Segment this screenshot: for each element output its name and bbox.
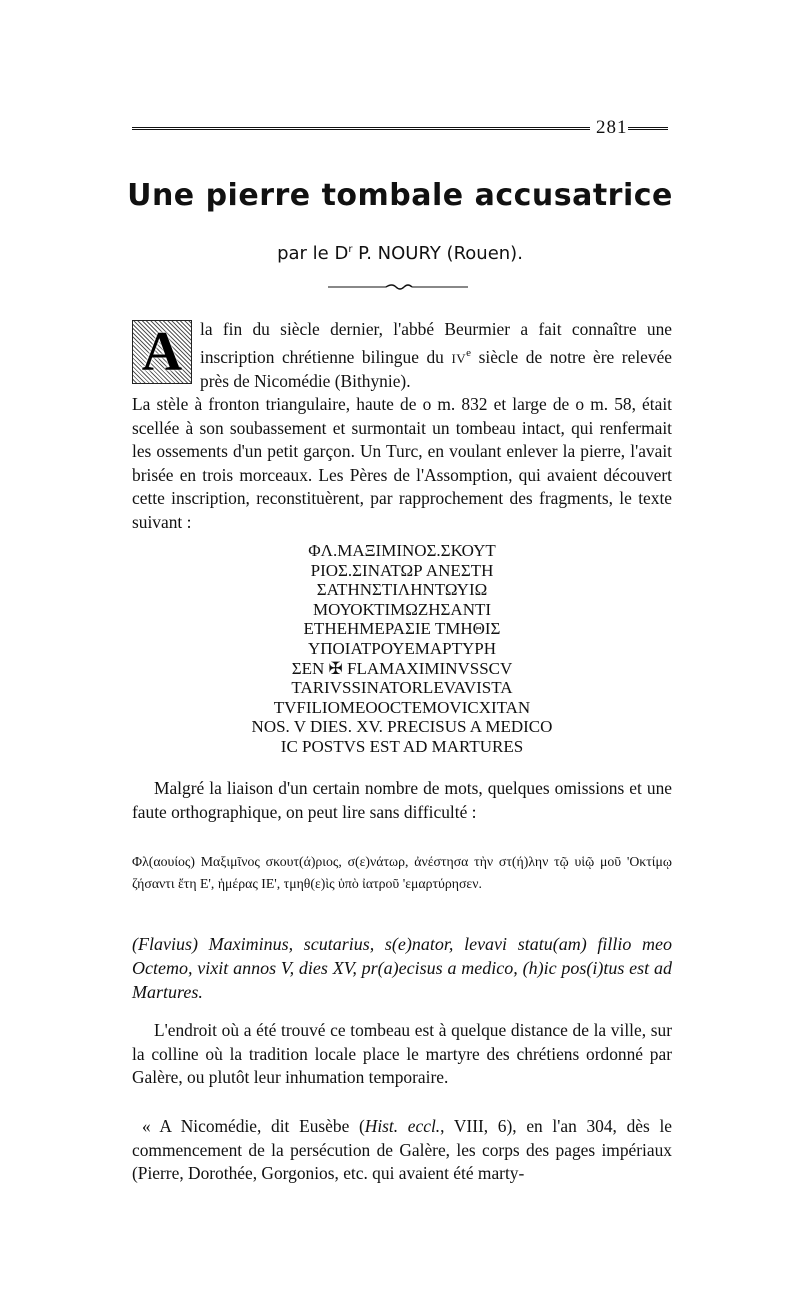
inscription-line: TVFILIOMEOOCTEMOVICXITAN	[273, 697, 531, 717]
century-superscript: e	[466, 346, 472, 359]
paragraph1-text-b: siècle de notre ère relevée près de Nicomédie (Bithynie).	[200, 346, 673, 391]
inscription-line: ΜΟΥΟΚΤΙΜΩΖΗΣΑΝΤΙ	[312, 599, 492, 619]
opening-quote: «	[142, 1116, 151, 1136]
inscription-line: ΦΛ.ΜΑΞΙΜΙΝΟΣ.ΣΚΟΥΤ	[308, 541, 496, 560]
paragraph1-continued: La stèle à fronton triangulaire, haute de o m. 832 et large de o m. 58, était scellée à son soubassement et surmontait un tombeau intact, qui renfermait les ossements d'un petit garçon. Un Turc, en voulant enlever la pierre, l'avait brisée en trois morceaux. Les Pères de l'Assomption, qui avaient découvert cette inscription, reconstituèrent, par rapprochement des fragments, le texte suivant :	[132, 394, 672, 532]
greek-transcription: Φλ(αουίος) Μαξιμῖνος σκουτ(ά)ριος, σ(ε)νάτωρ, ἀνέστησα τὴν στ(ή)λην τῷ υἱῷ μοῦ 'Οκτίμῳ ζήσαντι ἔτη Ε', ἡμέρας ΙΕ', τμηθ(ε)ὶς ὑπὸ ἰατροῦ 'εμαρτύρησεν.	[132, 854, 672, 891]
latin-transcription: (Flavius) Maximinus, scutarius, s(e)nator, levavi statu(am) fillio meo Octemo, vixit annos V, dies XV, pr(a)ecisus a medico, (h)ic pos(i)tus est ad Martures.	[132, 934, 672, 1003]
paragraph1-text-a: la fin du siècle dernier, l'abbé Beurmier a fait connaître une inscription chrétienne bilingue du	[200, 319, 672, 367]
byline-author: P. NOURY (Rouen).	[352, 243, 523, 264]
article-title: Une pierre tombale accusatrice	[127, 178, 673, 213]
inscription-line: ΡΙΟΣ.ΣΙΝΑΤΩΡ ΑΝΕΣΤΗ	[310, 560, 494, 580]
inscription-line: TARIVSSINATORLEVAVISTA	[291, 678, 513, 698]
dropcap-letter: A	[141, 321, 183, 383]
paragraph4-text-a: A Nicomédie, dit Eusèbe (	[150, 1116, 365, 1136]
header-rule-right	[628, 127, 668, 133]
inscription-line: ΣΕΝ ✠ FLAMAXIMINVSSCV	[291, 658, 513, 678]
page-number: 281	[596, 117, 628, 138]
byline-superscript: r	[348, 244, 353, 255]
paragraph4-text-b: , VIII, 6), en l'an 304, dès le commencement de la persécution de Galère, les corps des pages impériaux (Pierre, Dorothée, Gorgonios, etc. qui avaient été marty-	[132, 1116, 672, 1183]
header-rule-left	[132, 127, 590, 133]
paragraph-eusebius	[132, 1115, 672, 1186]
inscription-line: ΕΤΗΕΗΜΕΡΑΣΙΕ ΤΜΗΘΙΣ	[303, 619, 501, 639]
byline-prefix: par le D	[277, 243, 349, 264]
paragraph-introduction	[132, 318, 672, 534]
article-byline	[0, 243, 800, 264]
running-header	[132, 117, 668, 140]
inscription-line: NOS. V DIES. XV. PRECISUS A MEDICO	[251, 717, 553, 737]
century-numeral: IV	[451, 350, 467, 366]
inscription-line: ΣΑΤΗΝΣΤΙΛΗΝΤΩΥΙΩ	[316, 580, 488, 600]
paragraph-location: L'endroit où a été trouvé ce tombeau est à quelque distance de la ville, sur la colline où la tradition locale place le martyre des chrétiens ordonné par Galère, ou plutôt leur inhumation temporaire.	[132, 1020, 672, 1087]
inscription-block	[132, 541, 672, 757]
inscription-line: ΥΠΟΙΑΤΡΟΥΕΜΑΡΤΥΡΗ	[307, 638, 497, 658]
citation-title: Hist. eccl.	[364, 1116, 441, 1136]
title-ornament	[328, 283, 468, 291]
inscription-line: IC POSTVS EST AD MARTURES	[280, 736, 524, 756]
paragraph-commentary: Malgré la liaison d'un certain nombre de mots, quelques omissions et une faute orthographique, on peut lire sans difficulté :	[132, 778, 672, 822]
ornamental-dropcap	[132, 320, 192, 384]
